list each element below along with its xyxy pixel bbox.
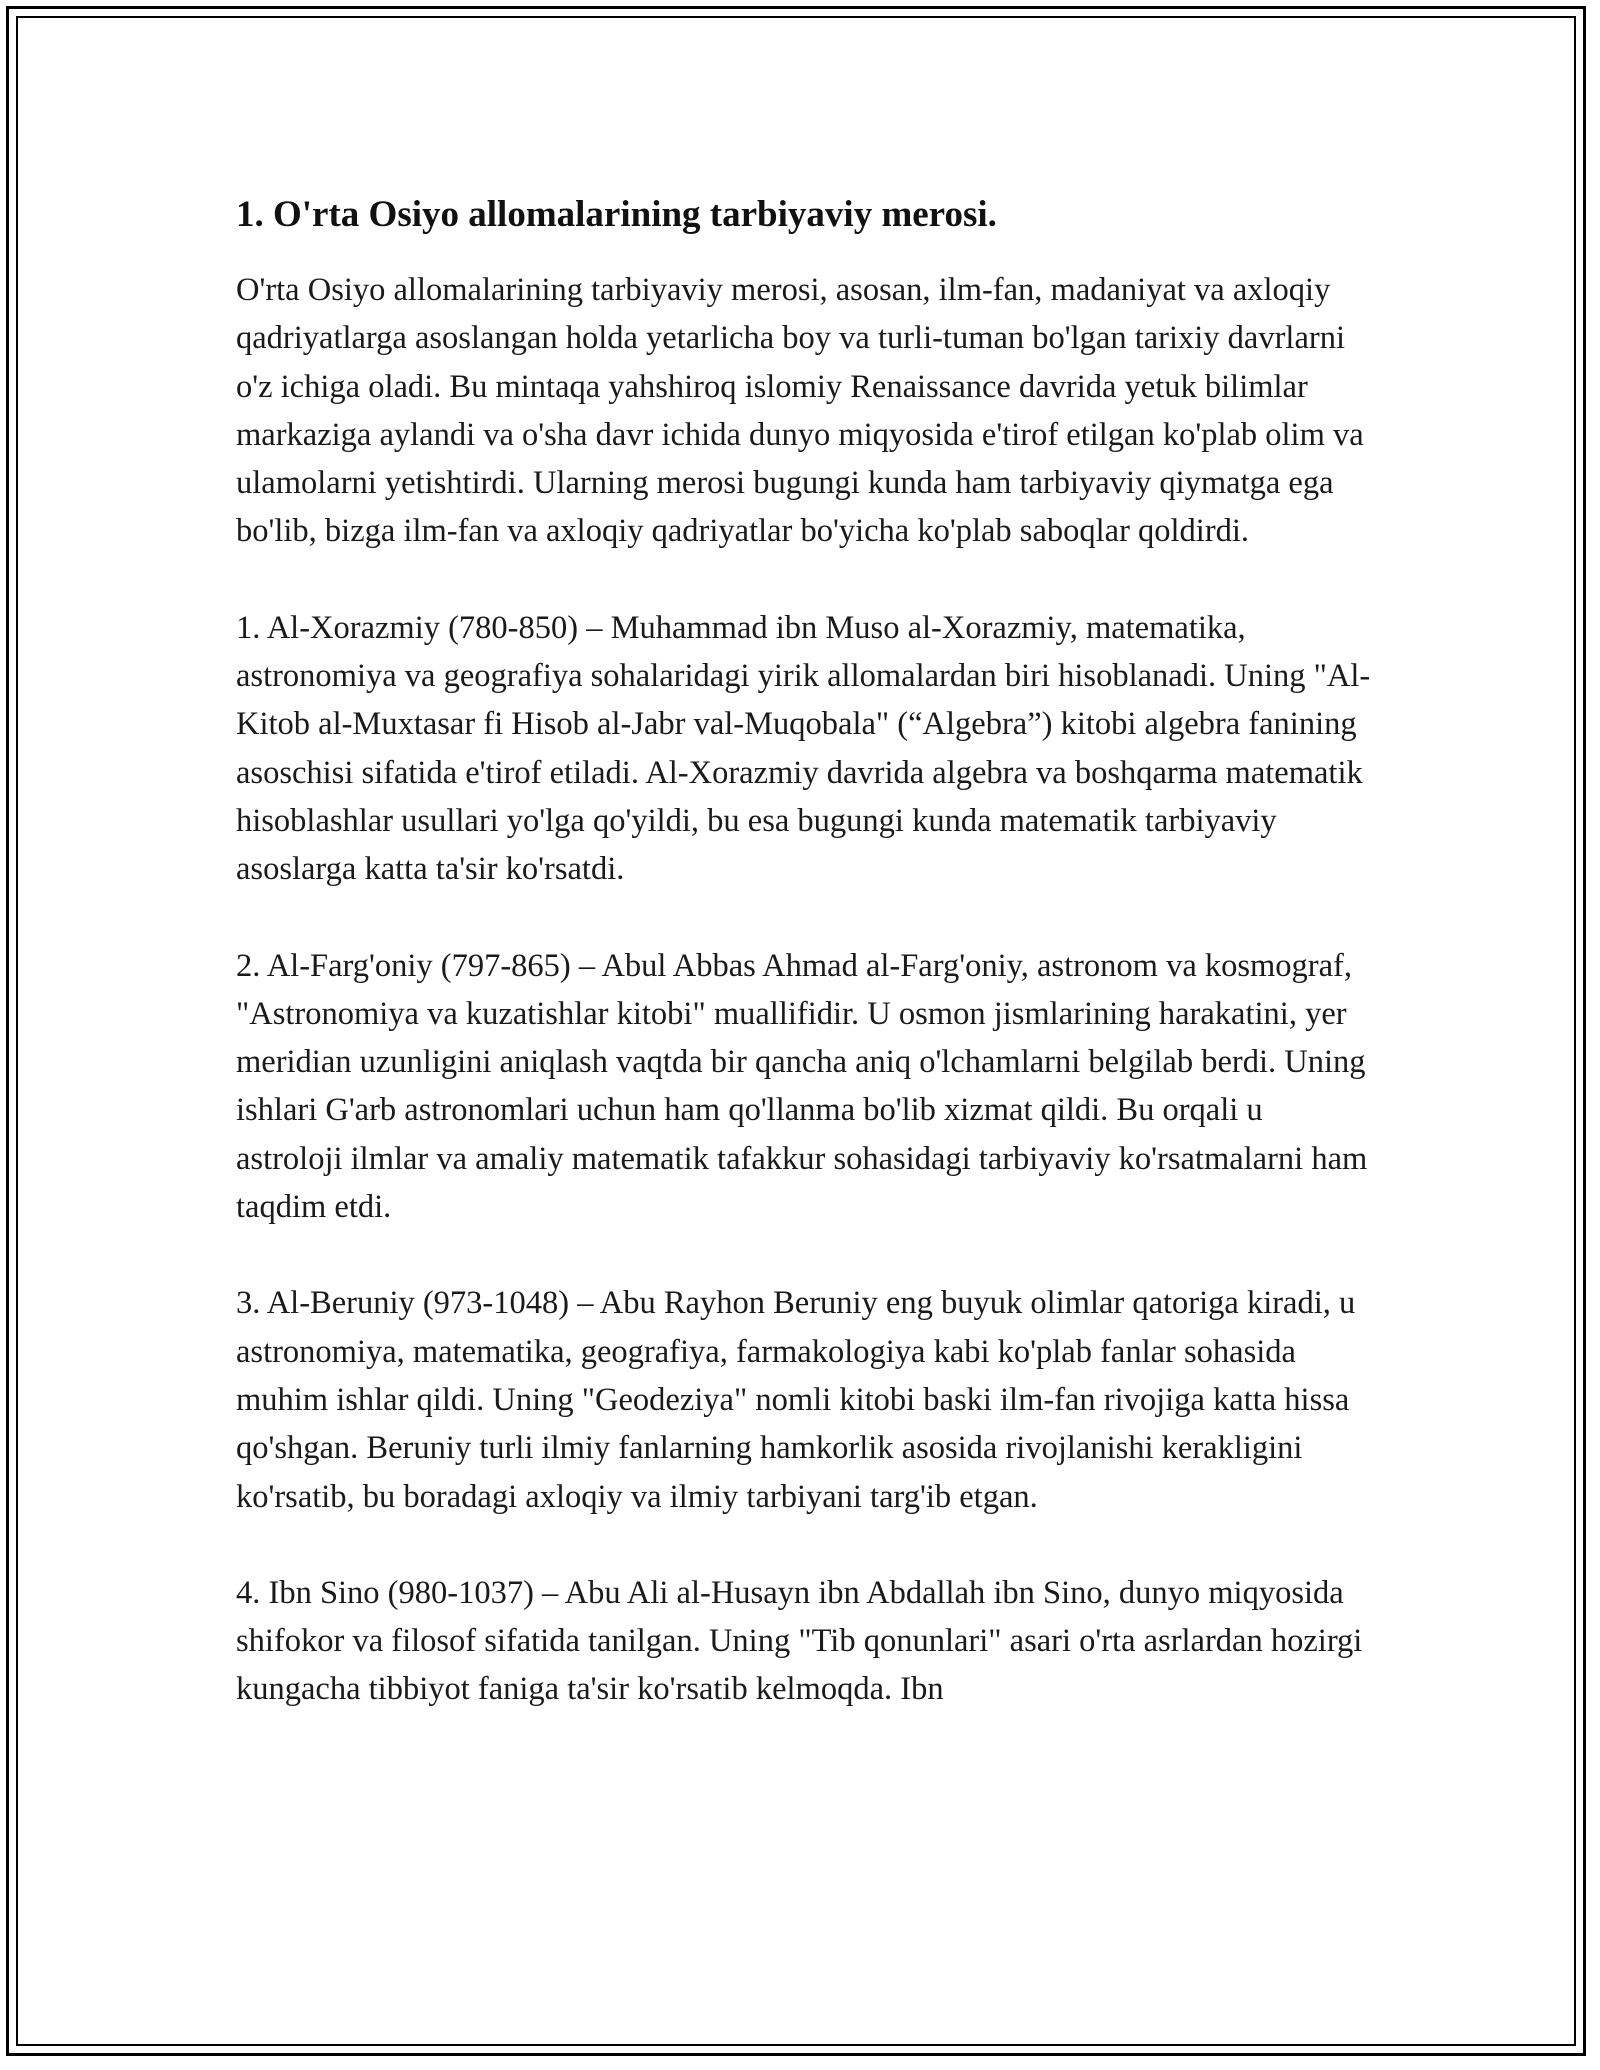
paragraph-al-xorazmiy: 1. Al-Xorazmiy (780-850) – Muhammad ibn Muso al-Xorazmiy, matematika, astronomiya va geografiya sohalaridagi yirik allomalardan biri hisoblanadi. Uning "Al-Kitob al-Muxtasar fi Hisob al-Jabr val-Muqobala" (“Algebra”) kitobi algebra fanining asoschisi sifatida e'tirof etiladi. Al-Xorazmiy davrida algebra va boshqarma matematik hisoblashlar usullari yo'lga qo'yildi, bu esa bugungi kunda matematik tarbiyaviy asoslarga katta ta'sir ko'rsatdi. [236,609,1371,888]
paragraph-ibn-sino: 4. Ibn Sino (980-1037) – Abu Ali al-Husayn ibn Abdallah ibn Sino, dunyo miqyosida shifokor va filosof sifatida tanilgan. Uning "Tib qonunlari" asari o'rta asrlardan hozirgi kungacha tibbiyot faniga ta'sir ko'rsatib kelmoqda. Ibn [236,1574,1363,1708]
intro-paragraph: O'rta Osiyo allomalarining tarbiyaviy merosi, asosan, ilm-fan, madaniyat va axloqiy qadriyatlarga asoslangan holda yetarlicha boy va turli-tuman bo'lgan tarixiy davrlarni o'z ichiga oladi. Bu mintaqa yahshiroq islomiy Renaissance davrida yetuk bilimlar markaziga aylandi va o'sha davr ichida dunyo miqyosida e'tirof etilgan ko'plab olim va ulamolarni yetishtirdi. Ularning merosi bugungi kunda ham tarbiyaviy qiymatga ega bo'lib, bizga ilm-fan va axloqiy qadriyatlar bo'yicha ko'plab saboqlar qoldirdi. [236,272,1364,550]
document-body [236,190,1372,1762]
paragraph-al-fargoniy: 2. Al-Farg'oniy (797-865) – Abul Abbas Ahmad al-Farg'oniy, astronom va kosmograf, "Astronomiya va kuzatishlar kitobi" muallifidir. U osmon jismlarining harakatini, yer meridian uzunligini aniqlash vaqtda bir qancha aniq o'lchamlarni belgilab berdi. Uning ishlari G'arb astronomlari uchun ham qo'llanma bo'lib xizmat qildi. Bu orqali u astroloji ilmlar va amaliy matematik tafakkur sohasidagi tarbiyaviy ko'rsatmalarni ham taqdim etdi. [236,947,1368,1226]
section-title: 1. O'rta Osiyo allomalarining tarbiyaviy merosi. [236,194,997,235]
paragraph-al-beruniy: 3. Al-Beruniy (973-1048) – Abu Rayhon Beruniy eng buyuk olimlar qatoriga kiradi, u astronomiya, matematika, geografiya, farmakologiya kabi ko'plab fanlar sohasida muhim ishlar qildi. Uning "Geodeziya" nomli kitobi baski ilm-fan rivojiga katta hissa qo'shgan. Beruniy turli ilmiy fanlarning hamkorlik asosida rivojlanishi kerakligini ko'rsatib, bu boradagi axloqiy va ilmiy tarbiyani targ'ib etgan. [236,1285,1356,1515]
